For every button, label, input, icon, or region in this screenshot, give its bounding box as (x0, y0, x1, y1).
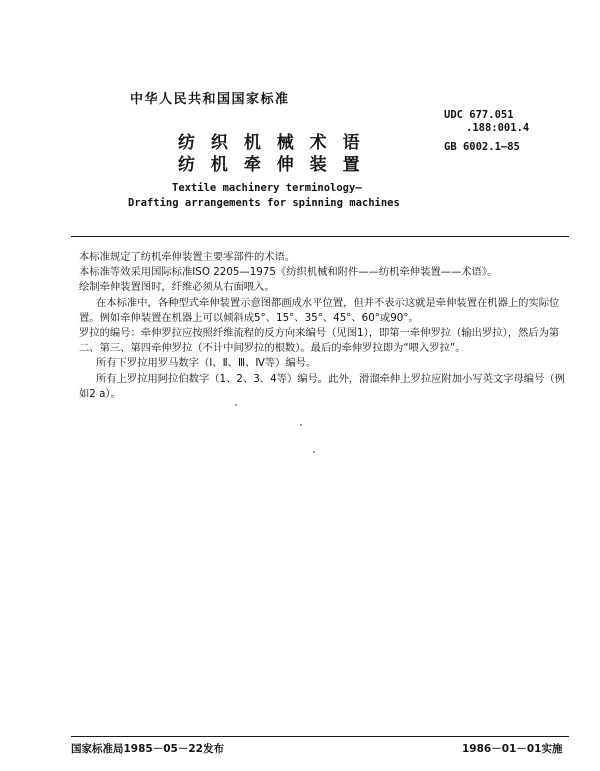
scan-speck (313, 451, 315, 453)
chinese-title (178, 132, 365, 176)
effective-date: 1986－01－01实施 (462, 743, 563, 755)
issuing-authority: 中华人民共和国国家标准 (130, 92, 290, 107)
english-title (128, 181, 400, 211)
paragraph-orientation: 在本标准中，各种型式牵伸装置示意图都画成水平位置，但并不表示这就是牵伸装置在机器上的实际位置。例如牵伸装置在机器上可以倾斜成5°、15°、35°、45°、60°或90°。 (79, 296, 560, 324)
scan-speck (300, 424, 302, 426)
english-title-line-1: Textile machinery terminology— (172, 182, 362, 194)
header-divider (71, 236, 569, 237)
body-text (79, 250, 571, 402)
chinese-title-line-2: 纺 机 牵 伸 装 置 (178, 155, 365, 175)
footer-divider (71, 736, 569, 737)
scan-speck (235, 404, 237, 406)
issue-date: 国家标准局1985－05－22发布 (71, 743, 224, 755)
chinese-title-line-1: 纺 织 机 械 术 语 (178, 133, 365, 153)
paragraph-bottom-rollers: 所有下罗拉用罗马数字（Ⅰ、Ⅱ、Ⅲ、Ⅳ等）编号。 (96, 357, 317, 370)
paragraph-equivalence: 本标准等效采用国际标准ISO 2205—1975《纺织机械和附件——纺机牵伸装置——术语》。 (79, 266, 498, 279)
udc-classification (444, 109, 529, 135)
paragraph-feed-direction: 绘制牵伸装置图时，纤维必须从右面喂入。 (79, 281, 275, 294)
paragraph-roller-numbering: 罗拉的编号：牵伸罗拉应按照纤维流程的反方向来编号（见图1），即第一牵伸罗拉（输出罗拉），然后为第二、第三、第四牵伸罗拉（不计中间罗拉的根数）。最后的牵伸罗拉即为“喂入罗拉”。 (79, 327, 560, 355)
english-title-line-2: Drafting arrangements for spinning machines (128, 197, 400, 209)
paragraph-top-rollers: 所有上罗拉用阿拉伯数字（1、2、3、4等）编号。此外，滑溜牵伸上罗拉应附加小写英文字母编号（例如2 a）。 (79, 372, 565, 400)
udc-line-2: .188:001.4 (466, 122, 530, 134)
gb-number: GB 6002.1—85 (444, 141, 520, 153)
paragraph-scope: 本标准规定了纺机牵伸装置主要零部件的术语。 (79, 251, 296, 263)
udc-line-1: UDC 677.051 (444, 109, 514, 121)
